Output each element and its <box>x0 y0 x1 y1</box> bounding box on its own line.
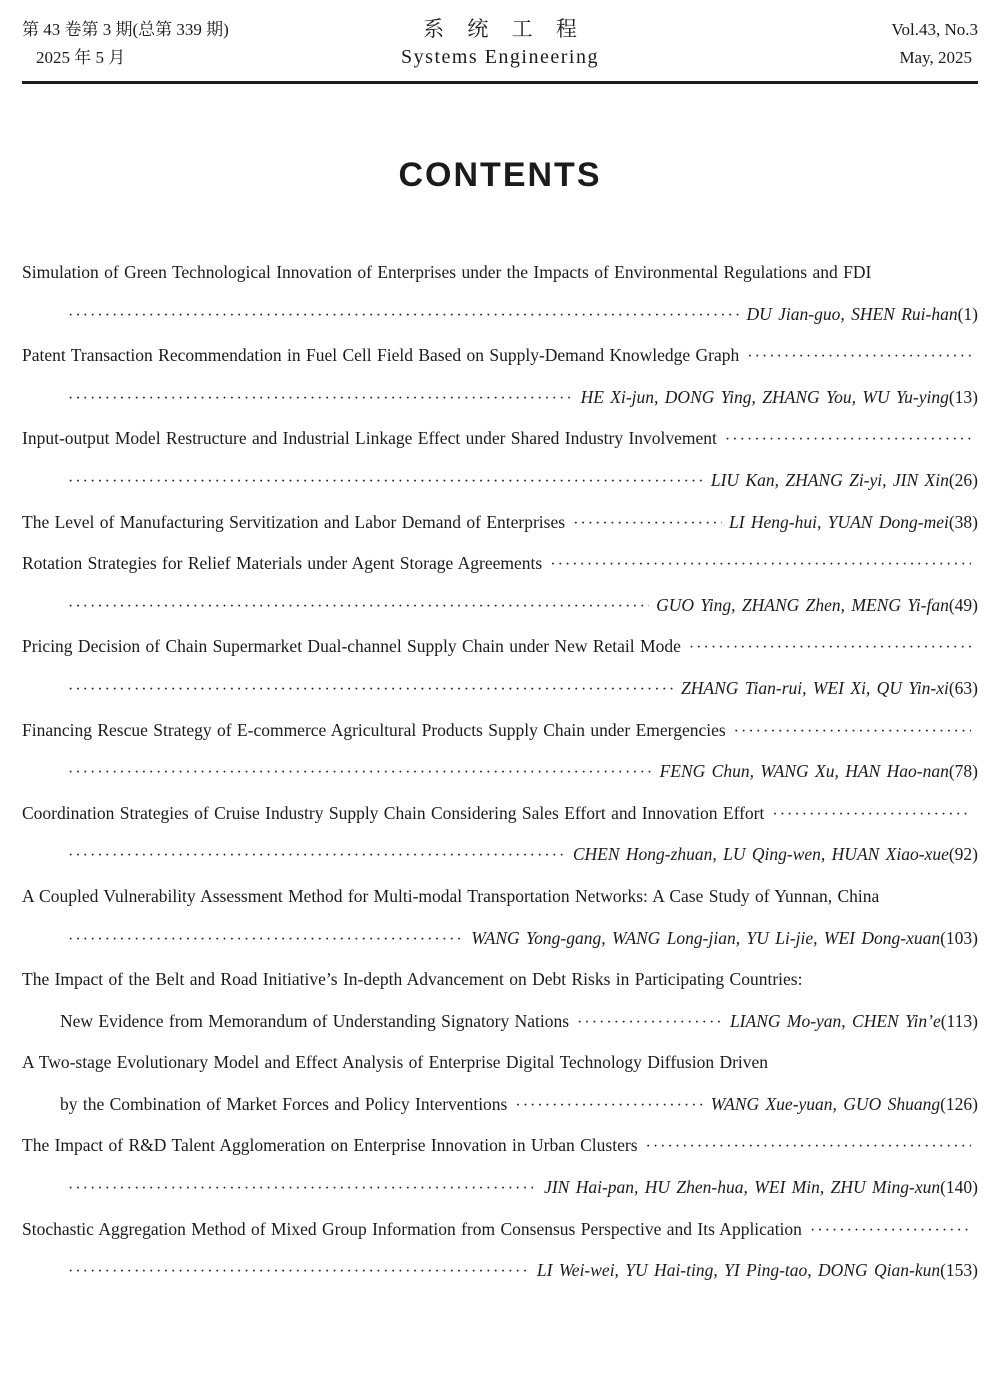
header-volume-line: Vol.43, No.3 <box>891 20 978 39</box>
toc-leader-dots <box>68 387 574 408</box>
toc-title-line <box>22 969 978 1011</box>
toc-page-number: (113) <box>940 1010 978 1031</box>
toc-leader-dots <box>772 803 971 824</box>
toc-authors: FENG Chun, WANG Xu, HAN Hao-nan <box>659 761 949 782</box>
toc-leader-dots <box>68 304 739 325</box>
toc-author-line <box>22 304 978 346</box>
toc-author-line <box>22 844 978 886</box>
toc-entry <box>22 428 978 511</box>
toc-title-text: Input-output Model Restructure and Industrial Linkage Effect under Shared Industry Involvement <box>22 428 717 449</box>
header-center <box>401 16 599 72</box>
toc-leader-dots <box>734 720 971 741</box>
toc-leader-dots <box>68 595 649 616</box>
toc-title-text: Rotation Strategies for Relief Materials under Agent Storage Agreements <box>22 553 543 574</box>
toc-title-text: Pricing Decision of Chain Supermarket Dual-channel Supply Chain under New Retail Mode <box>22 636 681 657</box>
toc-entry <box>22 1052 978 1135</box>
header-rule <box>22 81 978 84</box>
journal-title-zh: 系 统 工 程 <box>423 17 577 41</box>
toc-leader-dots <box>68 844 566 865</box>
toc-entry <box>22 262 978 345</box>
header-right <box>599 16 978 72</box>
toc-leader-dots <box>68 761 653 782</box>
toc-authors: WANG Xue-yuan, GUO Shuang <box>710 1093 941 1114</box>
toc-entry <box>22 636 978 719</box>
toc-authors: GUO Ying, ZHANG Zhen, MENG Yi-fan <box>656 594 949 615</box>
toc-title-text: Patent Transaction Recommendation in Fuel Cell Field Based on Supply-Demand Knowledge Graph <box>22 345 740 366</box>
toc-title-line <box>22 886 978 928</box>
toc-leader-dots <box>573 512 722 533</box>
toc-authors: HE Xi-jun, DONG Ying, ZHANG You, WU Yu-ying <box>580 386 949 407</box>
toc-title-text: Financing Rescue Strategy of E-commerce Agricultural Products Supply Chain under Emergencies <box>22 719 726 740</box>
header-month-line: May, 2025 <box>899 48 972 67</box>
toc-author-line <box>22 387 978 429</box>
toc-leader-dots <box>725 428 971 449</box>
toc-leader-dots <box>68 928 464 949</box>
toc-title-line <box>22 720 978 762</box>
toc-title-line <box>22 636 978 678</box>
toc-author-line <box>22 1177 978 1219</box>
toc-title-text: A Coupled Vulnerability Assessment Method for Multi-modal Transportation Networks: A Case Study of Yunnan, China <box>22 885 880 906</box>
toc-title-author-line <box>22 1094 978 1136</box>
header-left <box>22 16 401 72</box>
toc-page-number: (1) <box>957 303 978 324</box>
toc-entry <box>22 1219 978 1302</box>
toc-title-text: The Impact of R&D Talent Agglomeration on Enterprise Innovation in Urban Clusters <box>22 1135 638 1156</box>
toc-title-line <box>22 1219 978 1261</box>
toc-title-line <box>22 553 978 595</box>
toc-title-line <box>22 1052 978 1094</box>
toc-title-line <box>22 1135 978 1177</box>
toc-authors: LIU Kan, ZHANG Zi-yi, JIN Xin <box>710 469 949 490</box>
toc-title-text: Stochastic Aggregation Method of Mixed Group Information from Consensus Perspective and Its Application <box>22 1218 802 1239</box>
toc-page-number: (49) <box>948 594 978 615</box>
toc-leader-dots <box>68 1260 530 1281</box>
toc-page-number: (92) <box>948 844 978 865</box>
toc-authors: WANG Yong-gang, WANG Long-jian, YU Li-jie, WEI Dong-xuan <box>471 927 941 948</box>
toc-leader-dots <box>689 636 971 657</box>
toc-author-line <box>22 595 978 637</box>
toc-title-line <box>22 803 978 845</box>
toc-leader-dots <box>646 1135 971 1156</box>
toc-leader-dots <box>68 678 674 699</box>
toc-author-line <box>22 678 978 720</box>
toc-page-number: (126) <box>940 1093 978 1114</box>
toc-page-number: (103) <box>940 927 978 948</box>
header-date-line: 2025 年 5 月 <box>36 48 126 67</box>
toc-entry <box>22 345 978 428</box>
toc-title-author-line <box>22 1011 978 1053</box>
toc-page-number: (153) <box>940 1260 978 1281</box>
toc-title-text: Coordination Strategies of Cruise Industry Supply Chain Considering Sales Effort and Innovation Effort <box>22 802 765 823</box>
toc-author-line <box>22 470 978 512</box>
toc-page-number: (140) <box>940 1177 978 1198</box>
header-issue-line: 第 43 卷第 3 期(总第 339 期) <box>22 20 229 39</box>
toc-author-line <box>22 928 978 970</box>
toc-authors: JIN Hai-pan, HU Zhen-hua, WEI Min, ZHU Ming-xun <box>544 1177 941 1198</box>
toc-title-author-line <box>22 512 978 554</box>
toc-page-number: (78) <box>948 761 978 782</box>
toc-author-line <box>22 761 978 803</box>
toc-authors: ZHANG Tian-rui, WEI Xi, QU Yin-xi <box>681 677 949 698</box>
toc-title-line <box>22 345 978 387</box>
toc-leader-dots <box>747 345 971 366</box>
toc-leader-dots <box>68 470 704 491</box>
toc-authors: DU Jian-guo, SHEN Rui-han <box>746 303 958 324</box>
toc-entry <box>22 720 978 803</box>
toc-entry <box>22 886 978 969</box>
toc-entry <box>22 1135 978 1218</box>
toc-page-number: (38) <box>948 511 978 532</box>
toc-leader-dots <box>810 1219 971 1240</box>
toc-list <box>22 262 978 1302</box>
toc-authors: LIANG Mo-yan, CHEN Yin’e <box>729 1010 941 1031</box>
toc-title-text: A Two-stage Evolutionary Model and Effect Analysis of Enterprise Digital Technology Diffusion Driven <box>22 1052 769 1073</box>
toc-authors: LI Heng-hui, YUAN Dong-mei <box>728 511 949 532</box>
toc-page-number: (63) <box>948 677 978 698</box>
toc-leader-dots <box>68 1177 537 1198</box>
page-title: CONTENTS <box>398 156 602 194</box>
toc-author-line <box>22 1260 978 1302</box>
toc-page-number: (13) <box>948 386 978 407</box>
toc-title-line <box>22 262 978 304</box>
toc-leader-dots <box>577 1011 723 1032</box>
toc-entry <box>22 512 978 554</box>
toc-entry <box>22 969 978 1052</box>
toc-title-text: by the Combination of Market Forces and Policy Interventions <box>60 1093 508 1114</box>
toc-leader-dots <box>515 1094 703 1115</box>
journal-title-en: Systems Engineering <box>401 46 599 68</box>
toc-page-number: (26) <box>948 469 978 490</box>
toc-title-text: Simulation of Green Technological Innovation of Enterprises under the Impacts of Environmental Regulations and FDI <box>22 262 872 282</box>
toc-entry <box>22 553 978 636</box>
toc-authors: LI Wei-wei, YU Hai-ting, YI Ping-tao, DONG Qian-kun <box>536 1260 941 1281</box>
toc-authors: CHEN Hong-zhuan, LU Qing-wen, HUAN Xiao-xue <box>572 844 949 865</box>
toc-title-text: The Impact of the Belt and Road Initiative’s In-depth Advancement on Debt Risks in Participating Countries: <box>22 969 803 990</box>
toc-title-text: New Evidence from Memorandum of Understanding Signatory Nations <box>60 1010 570 1031</box>
toc-title-line <box>22 428 978 470</box>
toc-leader-dots <box>550 553 971 574</box>
toc-title-text: The Level of Manufacturing Servitization and Labor Demand of Enterprises <box>22 511 566 532</box>
toc-entry <box>22 803 978 886</box>
journal-header <box>22 16 978 72</box>
